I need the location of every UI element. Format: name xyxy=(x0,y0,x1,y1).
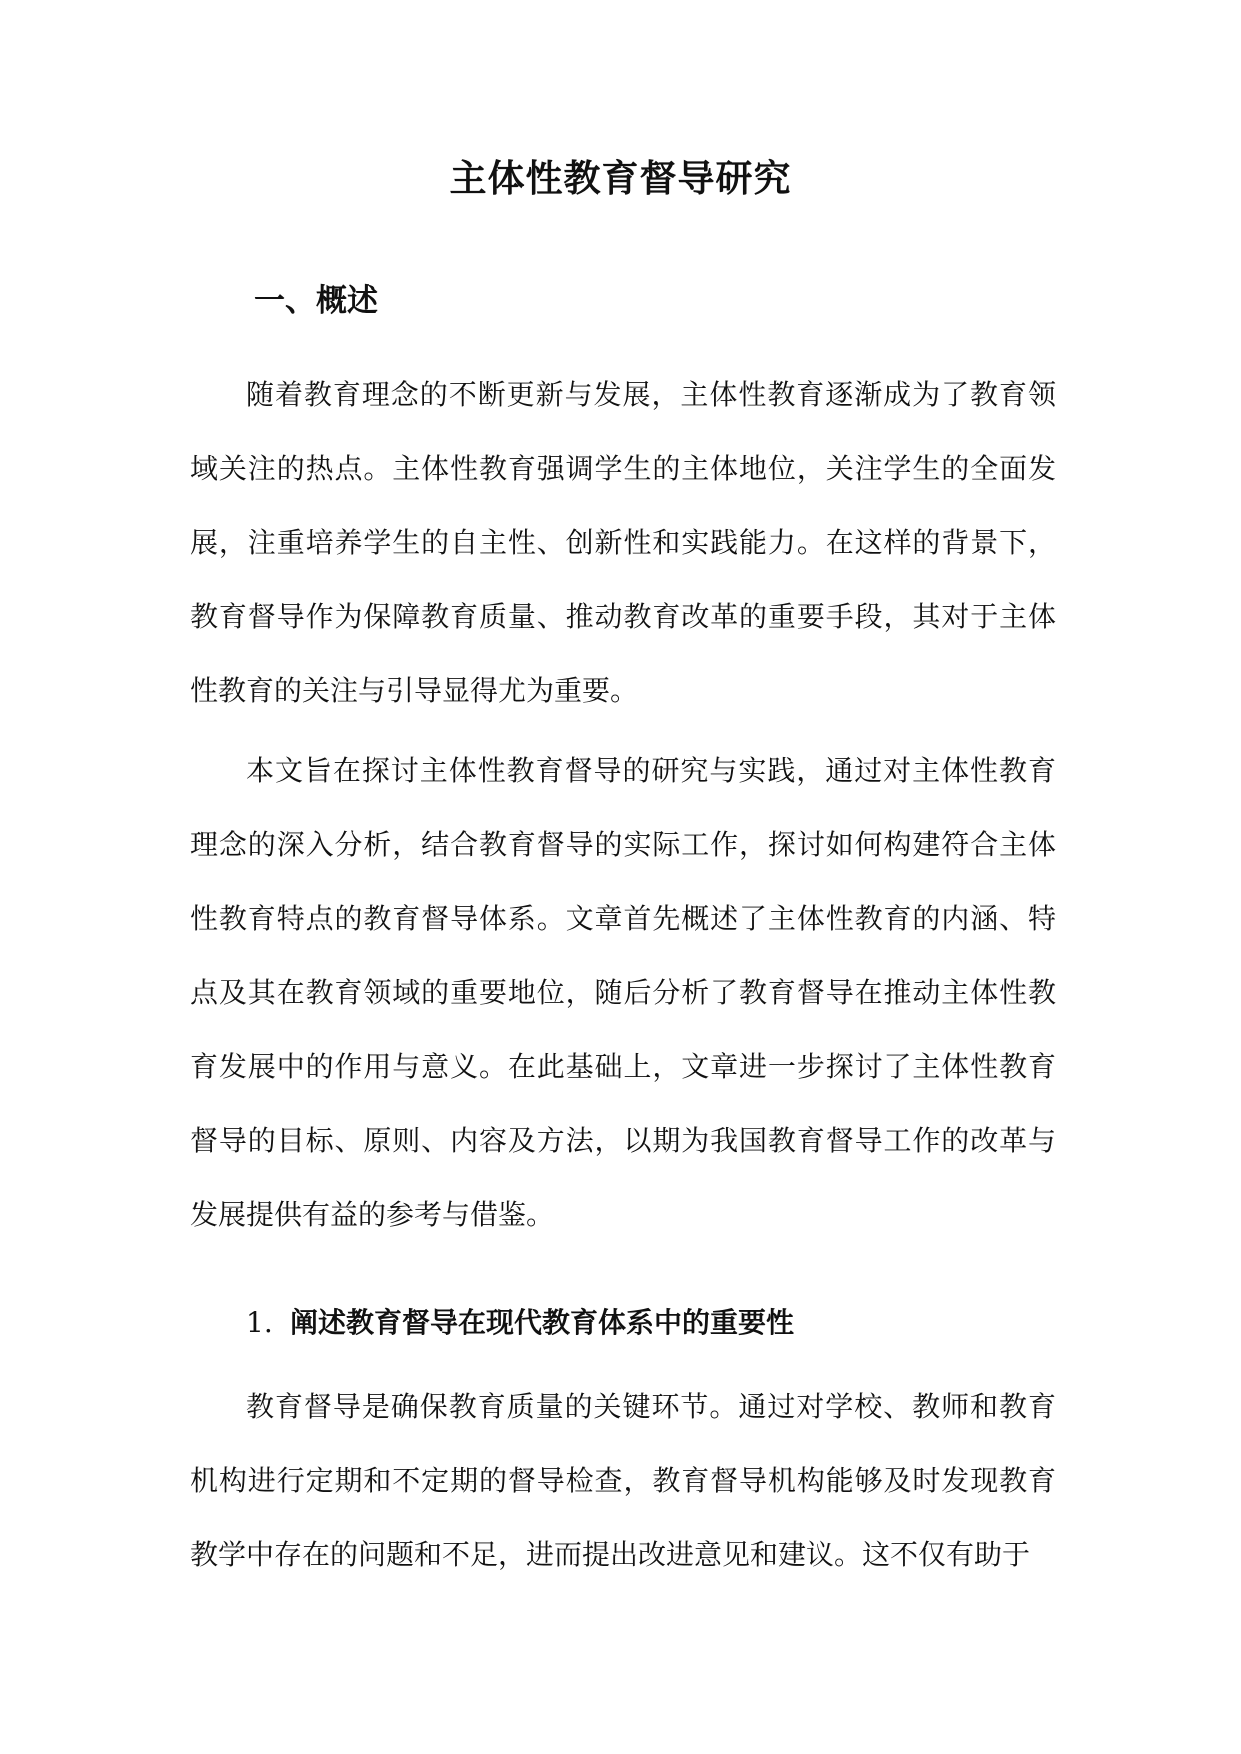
sub-heading-number: 1. xyxy=(246,1306,273,1339)
sub-heading-text: 阐述教育督导在现代教育体系中的重要性 xyxy=(290,1306,795,1339)
document-title: 主体性教育督导研究 xyxy=(449,156,792,200)
paragraph-importance: 教育督导是确保教育质量的关键环节。通过对学校、教师和教育机构进行定期和不定期的督导检查，教育督导机构能够及时发现教育教学中存在的问题和不足，进而提出改进意见和建议。这不仅有助于 xyxy=(190,1390,1056,1571)
section-heading-overview: 一、概述 xyxy=(254,283,378,319)
paragraph-purpose: 本文旨在探讨主体性教育督导的研究与实践，通过对主体性教育理念的深入分析，结合教育督导的实际工作，探讨如何构建符合主体性教育特点的教育督导体系。文章首先概述了主体性教育的内涵、特点及其在教育领域的重要地位，随后分析了教育督导在推动主体性教育发展中的作用与意义。在此基础上，文章进一步探讨了主体性教育督导的目标、原则、内容及方法，以期为我国教育督导工作的改革与发展提供有益的参考与借鉴。 xyxy=(190,754,1056,1231)
sub-heading-importance xyxy=(246,1298,794,1348)
paragraph-intro: 随着教育理念的不断更新与发展，主体性教育逐渐成为了教育领域关注的热点。主体性教育强调学生的主体地位，关注学生的全面发展，注重培养学生的自主性、创新性和实践能力。在这样的背景下，教育督导作为保障教育质量、推动教育改革的重要手段，其对于主体性教育的关注与引导显得尤为重要。 xyxy=(190,378,1056,707)
